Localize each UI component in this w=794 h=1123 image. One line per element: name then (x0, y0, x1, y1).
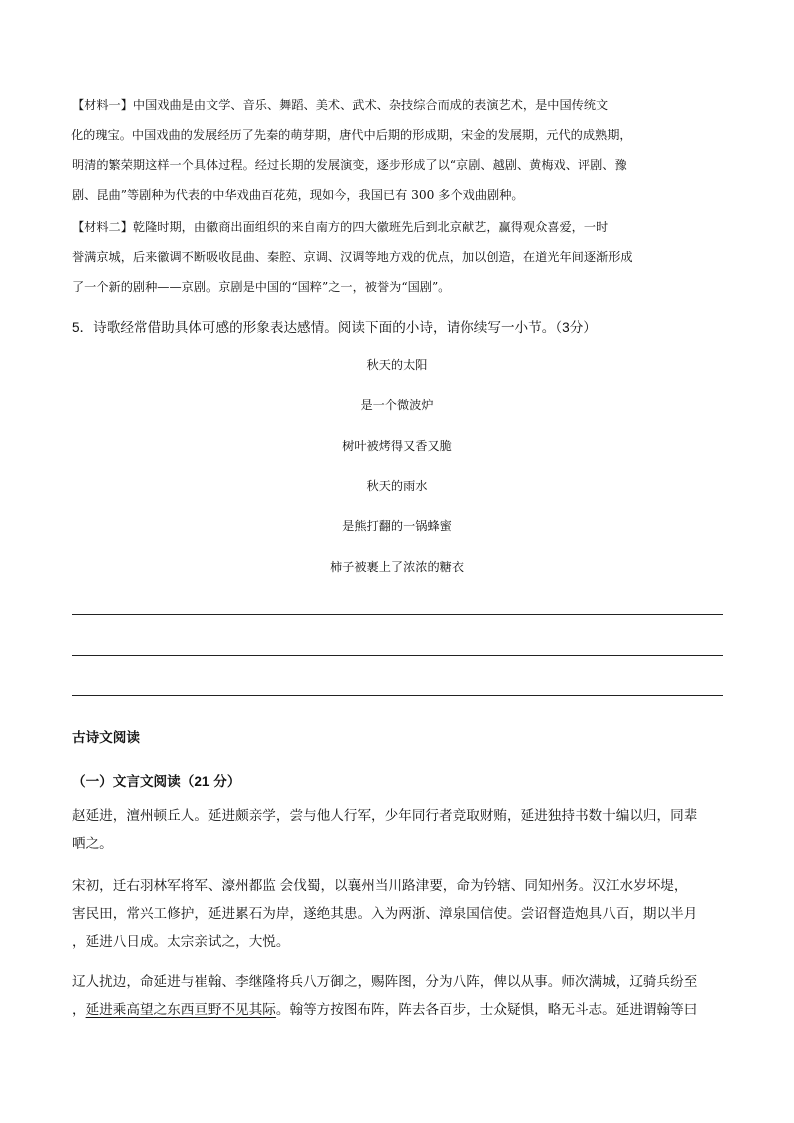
material-2-line-1: 【材料二】乾隆时期，由徽商出面组织的来自南方的四大徽班先后到北京献艺，赢得观众喜爱，一时 (72, 220, 609, 234)
material-2-line-2: 誉满京城，后来徽调不断吸收昆曲、秦腔、京调、汉调等地方戏的优点，加以创造，在道光年间逐渐形成 (72, 250, 633, 264)
material-1-line-2: 化的瑰宝。中国戏曲的发展经历了先秦的萌芽期，唐代中后期的形成期，宋金的发展期，元代的成熟期， (71, 128, 632, 142)
answer-line-2[interactable] (72, 655, 723, 656)
passage-p3-prefix: ， (72, 1002, 86, 1017)
poem-line-4: 秋天的雨水 (366, 479, 428, 493)
section-subtitle: （一）文言文阅读（21 分） (72, 774, 241, 789)
passage-p3-line-1: 辽人扰边，命延进与崔翰、李继隆将兵八万御之，赐阵图，分为八阵，俾以从事。师次满城，辽骑兵纷至 (72, 974, 698, 989)
passage-p1-line-2: 哂之。 (72, 836, 113, 851)
poem-line-5: 是熊打翻的一锅蜂蜜 (342, 519, 452, 533)
passage-p3-line-2 (72, 998, 697, 1018)
passage-p2-line-1: 宋初，迁右羽林军将军、濠州都监 会伐蜀，以襄州当川路津要，命为钤辖、同知州务。汉江水岁坏堤， (72, 878, 688, 893)
poem-line-6: 柿子被裹上了浓浓的糖衣 (329, 560, 465, 574)
poem-line-3: 树叶被烤得又香又脆 (342, 439, 452, 453)
passage-p2-line-3: ，延进八日成。太宗亲试之，大悦。 (72, 934, 290, 949)
material-1-line-3: 明清的繁荣期这样一个具体过程。经过长期的发展演变，逐步形成了以“京剧、越剧、黄梅戏、评剧、豫 (72, 158, 627, 172)
question-5-prompt: 5．诗歌经常借助具体可感的形象表达感情。阅读下面的小诗，请你续写一小节。（3分） (72, 320, 597, 335)
passage-p3-suffix: 。翰等方按图布阵，阵去各百步，士众疑惧，略无斗志。延进谓翰等曰 (275, 1002, 698, 1017)
poem-line-1: 秋天的太阳 (366, 358, 428, 372)
passage-p2-line-2: 害民田，常兴工修护，延进累石为岸，遂绝其患。入为两浙、漳泉国信使。尝诏督造炮具八百，期以半月 (72, 906, 698, 921)
passage-p1-line-1: 赵延进，澶州顿丘人。延进颇亲学，尝与他人行军，少年同行者竞取财贿，延进独持书数十编以归，同辈 (72, 808, 698, 823)
answer-line-3[interactable] (72, 695, 723, 696)
material-2-line-3: 了一个新的剧种——京剧。京剧是中国的“国粹”之一，被誉为“国剧”。 (72, 280, 451, 294)
material-1-line-4: 剧、昆曲”等剧种为代表的中华戏曲百花苑，现如今，我国已有 300 多个戏曲剧种。 (72, 188, 524, 202)
answer-line-1[interactable] (72, 614, 723, 615)
section-title: 古诗文阅读 (72, 730, 140, 745)
underlined-sentence: 延进乘高望之东西亘野不见其际 (85, 1002, 276, 1017)
poem-line-2: 是一个微波炉 (360, 398, 434, 412)
material-1-line-1: 【材料一】中国戏曲是由文学、音乐、舞蹈、美术、武术、杂技综合而成的表演艺术，是中国传统文 (72, 98, 609, 112)
